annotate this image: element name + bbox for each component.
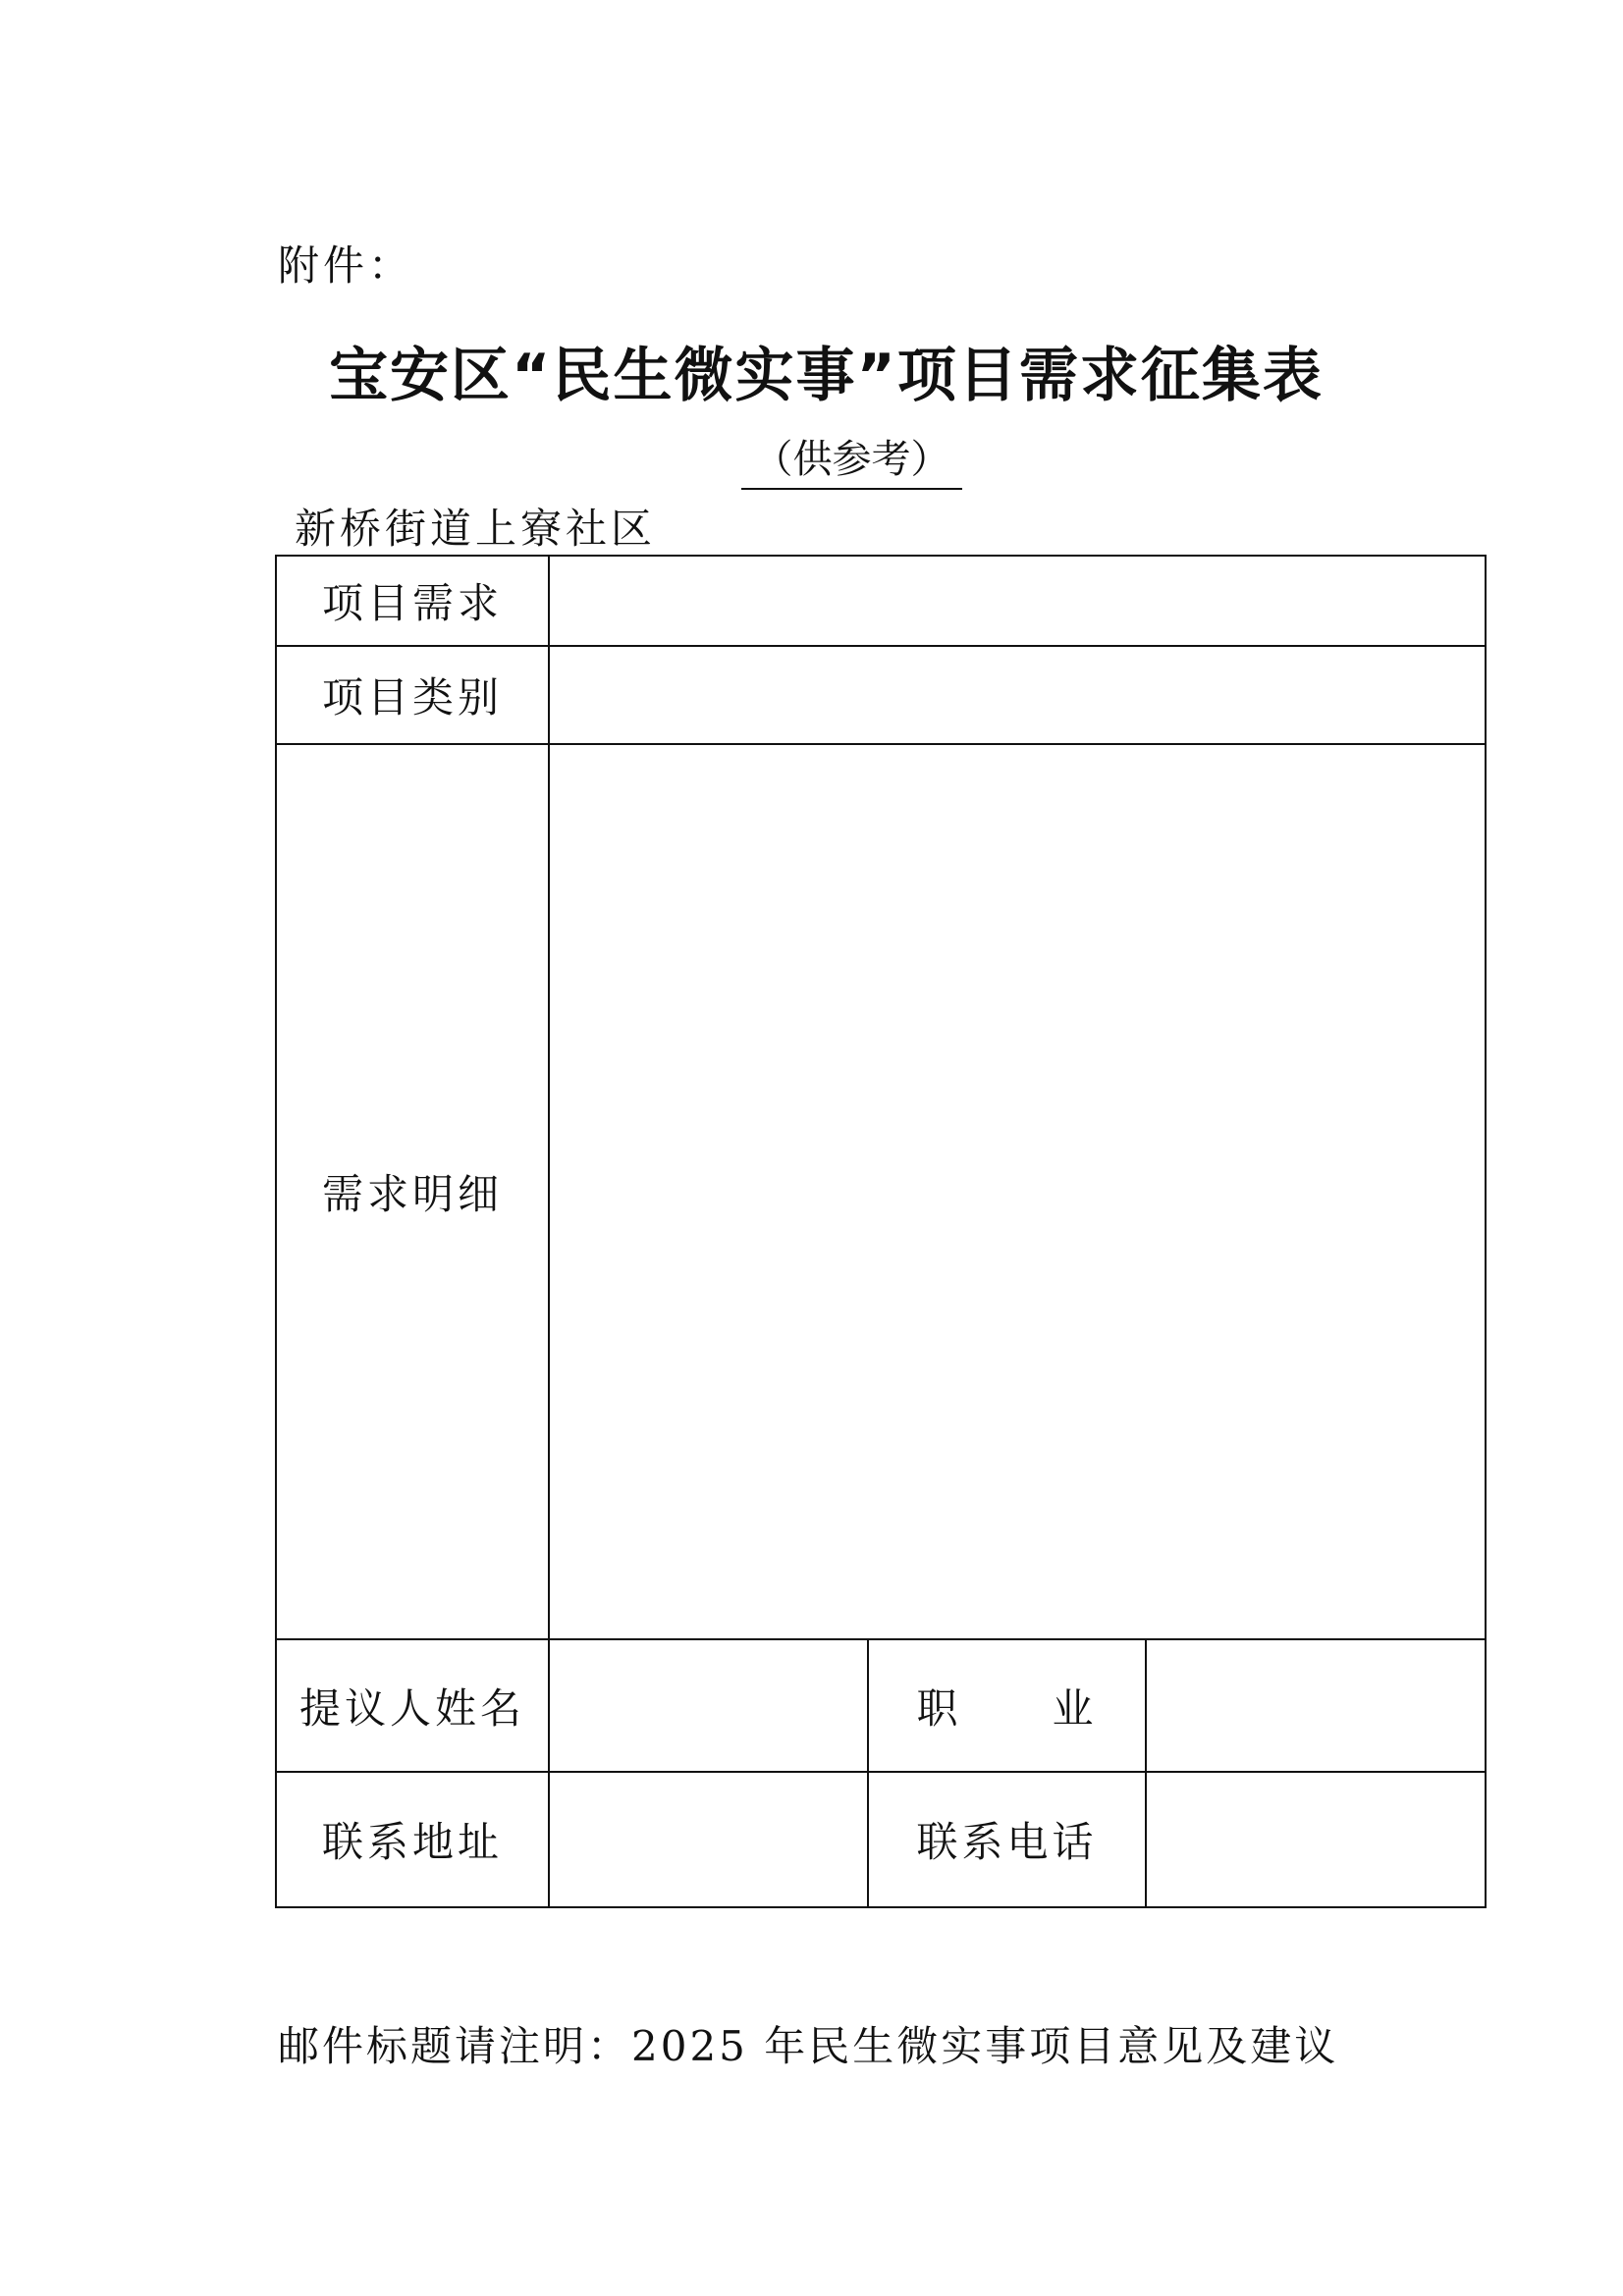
- occupation-field[interactable]: [1146, 1639, 1486, 1772]
- demand-detail-label: 需求明细: [276, 744, 549, 1639]
- demand-collection-form: [275, 555, 1487, 1908]
- form-row-project-demand: [276, 556, 1486, 646]
- contact-address-field[interactable]: [549, 1772, 868, 1907]
- form-row-demand-detail: [276, 744, 1486, 1639]
- attachment-label: 附件：: [278, 241, 414, 290]
- project-category-field[interactable]: [549, 646, 1486, 744]
- email-subject-note: 邮件标题请注明：2025 年民生微实事项目意见及建议: [278, 2022, 1339, 2070]
- contact-phone-field[interactable]: [1146, 1772, 1486, 1907]
- document-subtitle: （供参考）: [741, 428, 962, 490]
- project-category-label: 项目类别: [276, 646, 549, 744]
- proposer-name-field[interactable]: [549, 1639, 868, 1772]
- proposer-name-label: 提议人姓名: [276, 1639, 549, 1772]
- demand-detail-field[interactable]: [549, 744, 1486, 1639]
- project-demand-label: 项目需求: [276, 556, 549, 646]
- document-title: 宝安区“民生微实事”项目需求征集表: [329, 342, 1324, 410]
- project-demand-field[interactable]: [549, 556, 1486, 646]
- contact-phone-label: 联系电话: [868, 1772, 1146, 1907]
- form-row-project-category: [276, 646, 1486, 744]
- form-row-proposer: [276, 1639, 1486, 1772]
- community-name: 新桥街道上寮社区: [295, 505, 657, 553]
- occupation-label: 职 业: [868, 1639, 1146, 1772]
- contact-address-label: 联系地址: [276, 1772, 549, 1907]
- form-row-contact: [276, 1772, 1486, 1907]
